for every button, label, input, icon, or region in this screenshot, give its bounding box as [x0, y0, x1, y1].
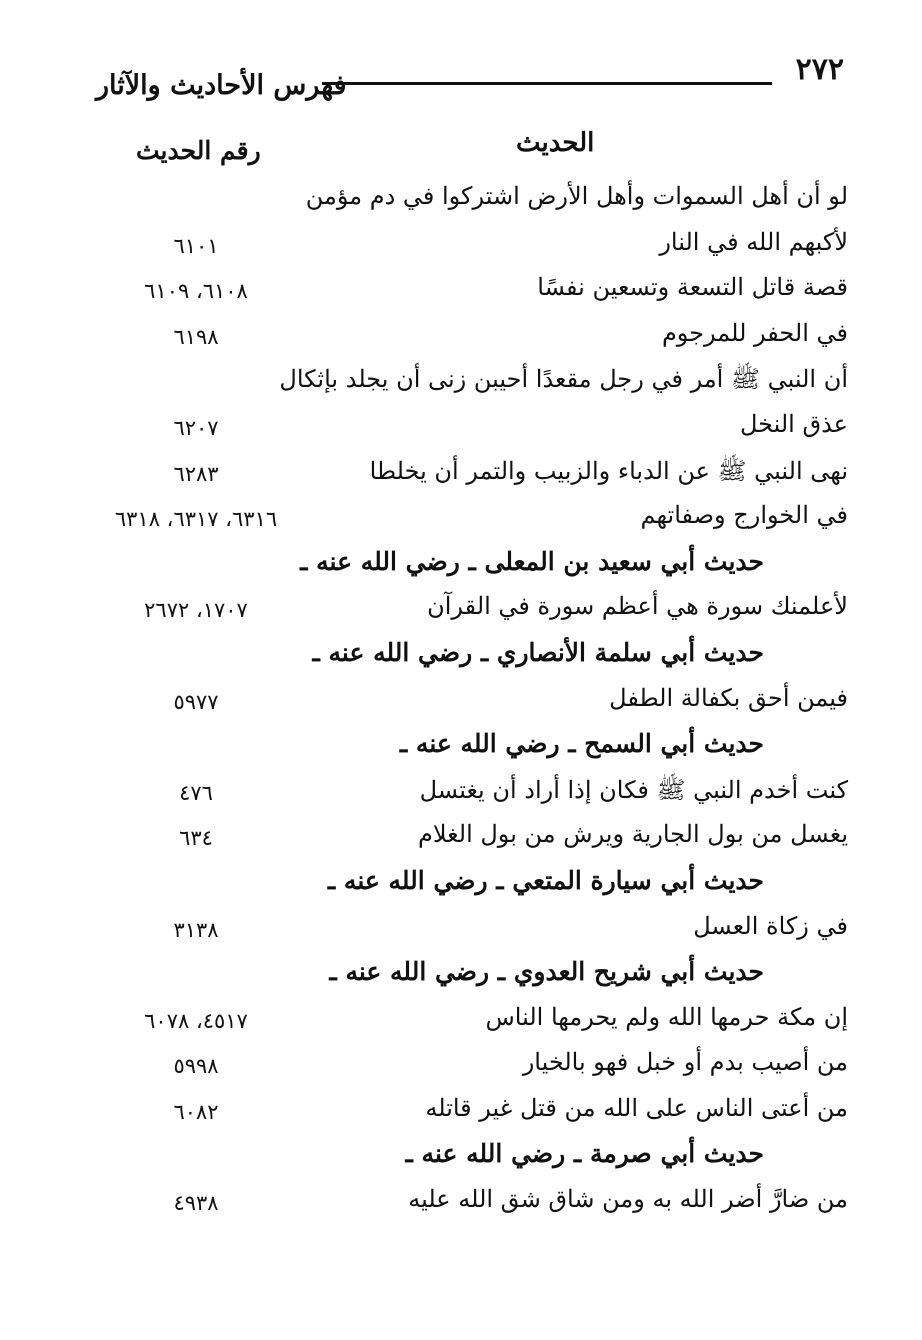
hadith-number: ١٧٠٧، ٢٦٧٢ [144, 598, 248, 623]
hadith-number: ٦٢٠٧ [173, 415, 219, 440]
page-header [96, 52, 844, 116]
hadith-text: إن مكة حرمها الله ولم يحرمها الناس [485, 1002, 848, 1031]
section-heading-row [96, 1135, 848, 1181]
section-heading: حديث أبي السمح ـ رضي الله عنه ـ [399, 729, 764, 759]
section-heading: حديث أبي شريح العدوي ـ رضي الله عنه ـ [329, 957, 764, 987]
hadith-number: ٤٧٦ [179, 780, 213, 805]
hadith-text: أن النبي ﷺ أمر في رجل مقعدًا أحيبن زنى أن يجلد بإثكال [279, 365, 848, 394]
hadith-number: ٦١٠٨، ٦١٠٩ [144, 279, 248, 304]
hadith-text: قصة قاتل التسعة وتسعين نفسًا [537, 273, 848, 302]
section-heading-row [96, 634, 848, 680]
hadith-number: ٣١٣٨ [173, 917, 219, 942]
hadith-number: ٤٩٣٨ [173, 1191, 219, 1216]
section-heading: حديث أبي سعيد بن المعلى ـ رضي الله عنه ـ [300, 546, 764, 576]
header-rule [322, 82, 772, 85]
hadith-text: من أصيب بدم أو خبل فهو بالخيار [522, 1048, 848, 1077]
index-entry-row [96, 497, 848, 543]
hadith-number: ٥٩٧٧ [173, 689, 219, 714]
index-entries [96, 178, 848, 1227]
hadith-number: ٦٣٤ [179, 826, 213, 851]
index-entry-row [96, 315, 848, 361]
section-heading-row [96, 543, 848, 589]
section-heading-row [96, 725, 848, 771]
hadith-text: عذق النخل [739, 409, 848, 438]
index-entry-row [96, 269, 848, 315]
index-entry-row [96, 452, 848, 498]
hadith-text: في الخوارج وصفاتهم [640, 501, 848, 530]
index-entry-row [96, 1090, 848, 1136]
hadith-text: فيمن أحق بكفالة الطفل [609, 683, 848, 712]
index-entry-row [96, 588, 848, 634]
running-title: فهرس الأحاديث والآثار [96, 70, 347, 101]
hadith-text: نهى النبي ﷺ عن الدباء والزبيب والتمر أن يخلطا [369, 456, 848, 485]
section-heading-row [96, 862, 848, 908]
hadith-text: في زكاة العسل [693, 911, 848, 940]
column-header-number: رقم الحديث [136, 136, 261, 165]
page-number: ٢٧٢ [795, 52, 844, 87]
hadith-text: لو أن أهل السموات وأهل الأرض اشتركوا في دم مؤمن [305, 182, 848, 210]
index-entry-row [96, 999, 848, 1045]
hadith-text: لأعلمنك سورة هي أعظم سورة في القرآن [427, 592, 848, 621]
section-heading: حديث أبي سيارة المتعي ـ رضي الله عنه ـ [327, 865, 764, 895]
hadith-number: ٤٥١٧، ٦٠٧٨ [144, 1008, 248, 1033]
column-headers [136, 128, 846, 168]
hadith-number: ٦١٩٨ [173, 324, 219, 349]
hadith-text: من ضارَّ أضر الله به ومن شاق شق الله عليه [408, 1185, 848, 1214]
hadith-text: كنت أخدم النبي ﷺ فكان إذا أراد أن يغتسل [419, 775, 848, 804]
section-heading: حديث أبي سلمة الأنصاري ـ رضي الله عنه ـ [312, 637, 764, 667]
hadith-number: ٦٢٨٣ [173, 461, 219, 486]
index-entry-row [96, 360, 848, 406]
index-entry-row [96, 1044, 848, 1090]
index-entry-row [96, 224, 848, 270]
section-heading: حديث أبي صرمة ـ رضي الله عنه ـ [405, 1139, 764, 1169]
hadith-number: ٦٣١٦، ٦٣١٧، ٦٣١٨ [114, 507, 278, 532]
hadith-number: ٦١٠١ [173, 233, 219, 258]
section-heading-row [96, 953, 848, 999]
index-entry-row [96, 771, 848, 817]
index-entry-row [96, 680, 848, 726]
index-entry-row [96, 908, 848, 954]
index-entry-row [96, 178, 848, 224]
index-entry-row [96, 406, 848, 452]
hadith-text: يغسل من بول الجارية ويرش من بول الغلام [418, 820, 848, 849]
hadith-number: ٥٩٩٨ [173, 1054, 219, 1079]
hadith-number: ٦٠٨٢ [173, 1099, 219, 1124]
hadith-text: من أعتى الناس على الله من قتل غير قاتله [425, 1093, 848, 1122]
hadith-text: في الحفر للمرجوم [661, 318, 848, 347]
index-entry-row [96, 1181, 848, 1227]
hadith-text: لأكبهم الله في النار [659, 227, 848, 256]
column-header-hadith: الحديث [516, 128, 595, 158]
index-entry-row [96, 816, 848, 862]
